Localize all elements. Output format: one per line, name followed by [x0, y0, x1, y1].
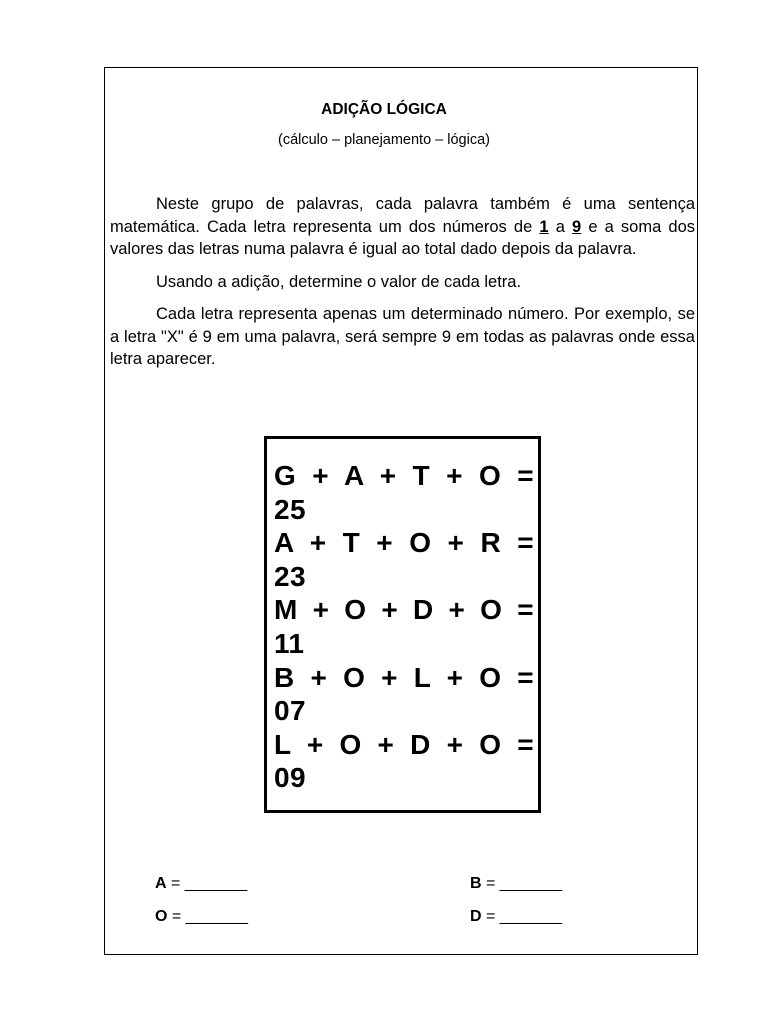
equation-expression: B + O + L + O = [274, 661, 534, 693]
answer-o[interactable] [155, 908, 248, 926]
instructions-p1-part1: Neste grupo de palavras, cada palavra também é uma sentença matemática. Cada letra representa um dos números de [110, 195, 695, 236]
page-title: ADIÇÃO LÓGICA [321, 101, 447, 118]
equation-total: 09 [274, 762, 306, 794]
equation-row [274, 459, 534, 526]
answer-letter: A [155, 875, 167, 892]
equation-total: 11 [274, 627, 305, 659]
answer-blank: = _______ [481, 908, 563, 925]
instructions-p1-part2: a [548, 217, 572, 236]
equation-row [274, 526, 534, 593]
answer-letter: B [470, 875, 482, 892]
equation-row [274, 728, 534, 795]
equation-total: 25 [274, 493, 306, 525]
answer-letter: O [155, 908, 168, 925]
page-subtitle: (cálculo – planejamento – lógica) [278, 132, 490, 148]
equation-list [274, 459, 534, 795]
equation-total: 07 [274, 695, 306, 727]
equation-row [274, 593, 534, 660]
equation-expression: M + O + D + O = [274, 594, 534, 626]
equation-expression: L + O + D + O = [274, 728, 534, 760]
answer-b[interactable] [470, 875, 562, 893]
range-max-number: 9 [572, 217, 582, 236]
range-min-number: 1 [539, 217, 549, 236]
answer-a[interactable] [155, 875, 247, 893]
instructions-p1-part3: e a soma dos valores das letras numa palavra é igual ao total dado depois da palavra. [110, 217, 695, 258]
instructions-paragraph-3: Cada letra representa apenas um determinado número. Por exemplo, se a letra "X" é 9 em uma palavra, será sempre 9 em todas as palavras onde essa letra aparecer. [110, 305, 695, 368]
answer-letter: D [470, 908, 482, 925]
equation-total: 23 [274, 560, 306, 592]
instructions [110, 193, 695, 381]
answer-blank: = _______ [167, 908, 248, 925]
instructions-paragraph-1 [110, 193, 695, 261]
puzzle-box [264, 436, 541, 813]
answer-blank: = _______ [481, 875, 563, 892]
equation-expression: G + A + T + O = [274, 460, 534, 491]
answer-blank: = _______ [166, 875, 248, 892]
instructions-paragraph-2: Usando a adição, determine o valor de cada letra. [156, 272, 522, 291]
answer-d[interactable] [470, 908, 562, 926]
equation-row [274, 661, 534, 728]
equation-expression: A + T + O + R = [274, 527, 534, 559]
